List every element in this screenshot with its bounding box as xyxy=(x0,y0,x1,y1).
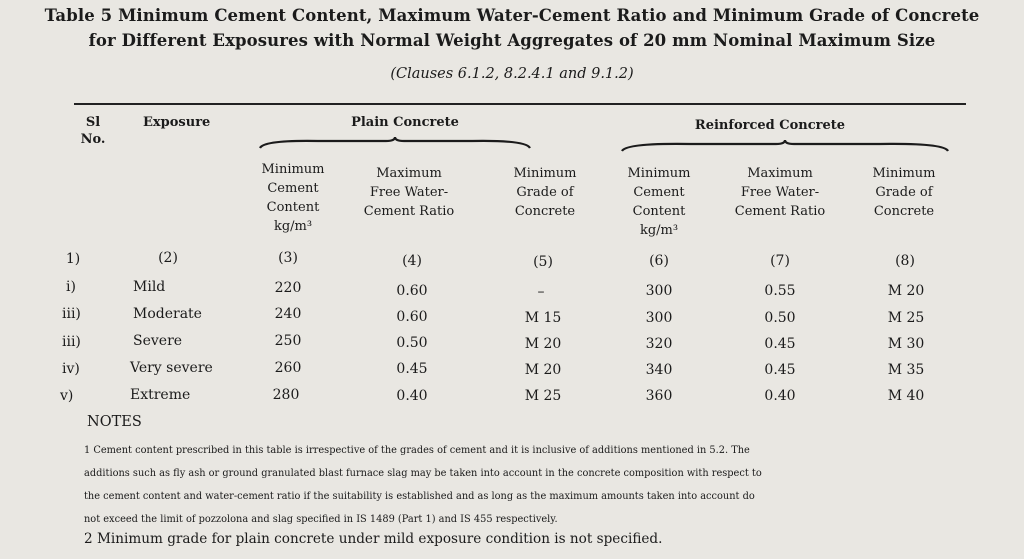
subheader-line: Minimum xyxy=(513,166,577,181)
subheader-line: Free Water- xyxy=(369,185,449,200)
subheader-line: Minimum xyxy=(872,166,936,181)
note-1 xyxy=(84,439,1024,531)
header-sl-no-label: Sl No. xyxy=(80,115,106,147)
cell-plain-grade: M 25 xyxy=(524,388,562,404)
note-2: 2 Minimum grade for plain concrete under mild exposure condition is not specified. xyxy=(84,531,663,547)
cell-rc-wc: 0.40 xyxy=(764,388,796,404)
subheader-line: kg/m³ xyxy=(639,223,679,238)
cell-exposure: Mild xyxy=(133,279,166,295)
cell-rc-grade: M 35 xyxy=(887,362,925,378)
header-exposure: Exposure xyxy=(143,115,211,130)
cell-plain-wc: 0.45 xyxy=(396,361,428,377)
clauses-reference: (Clauses 6.1.2, 8.2.4.1 and 9.1.2) xyxy=(390,66,634,82)
subheader-line: Cement Ratio xyxy=(363,204,455,219)
plain-concrete-brace xyxy=(258,136,532,150)
cell-plain-cement: 260 xyxy=(274,360,302,376)
subheader-plain-min-cement xyxy=(248,160,338,236)
cell-exposure: Moderate xyxy=(133,306,202,322)
cell-sl: iv) xyxy=(62,361,80,377)
cell-plain-cement: 250 xyxy=(274,333,302,349)
col-number: (8) xyxy=(895,253,915,269)
col-number: (5) xyxy=(533,254,553,270)
cell-rc-cement: 300 xyxy=(645,310,673,326)
subheader-line: Content xyxy=(632,204,686,219)
cell-plain-grade: M 20 xyxy=(524,336,562,352)
header-sl-no xyxy=(78,114,108,148)
cell-exposure: Severe xyxy=(133,333,183,349)
table-title-line-1: Table 5 Minimum Cement Content, Maximum Water-Cement Ratio and Minimum Grade of Concrete xyxy=(44,6,980,25)
col-number: (7) xyxy=(770,253,790,269)
col-number: (2) xyxy=(158,250,178,266)
header-reinforced-concrete: Reinforced Concrete xyxy=(694,118,846,133)
subheader-rc-max-wc xyxy=(718,164,842,221)
cell-plain-cement: 240 xyxy=(274,306,302,322)
subheader-line: Content xyxy=(266,200,320,215)
subheader-line: Maximum xyxy=(376,166,442,181)
subheader-line: Maximum xyxy=(747,166,813,181)
table-top-rule xyxy=(74,103,966,105)
cell-rc-grade: M 40 xyxy=(887,388,925,404)
cell-rc-cement: 300 xyxy=(645,283,673,299)
subheader-line: Minimum xyxy=(261,162,325,177)
subheader-line: Cement xyxy=(267,181,319,196)
subheader-plain-max-wc xyxy=(350,164,468,221)
cell-rc-cement: 360 xyxy=(645,388,673,404)
cell-plain-wc: 0.40 xyxy=(396,388,428,404)
cell-sl: i) xyxy=(66,279,76,295)
subheader-rc-min-grade xyxy=(858,164,950,221)
cell-rc-cement: 320 xyxy=(645,336,673,352)
cell-rc-grade: M 30 xyxy=(887,336,925,352)
cell-plain-wc: 0.50 xyxy=(396,335,428,351)
reinforced-concrete-brace xyxy=(620,139,950,153)
cell-rc-cement: 340 xyxy=(645,362,673,378)
cell-sl: v) xyxy=(60,388,74,404)
subheader-line: Concrete xyxy=(514,204,576,219)
subheader-line: Grade of xyxy=(516,185,574,200)
subheader-rc-min-cement xyxy=(614,164,704,240)
cell-sl: iii) xyxy=(62,334,81,350)
cell-sl: iii) xyxy=(62,306,81,322)
cell-plain-cement: 280 xyxy=(272,387,300,403)
col-number: 1) xyxy=(65,251,81,267)
cell-rc-grade: M 25 xyxy=(887,310,925,326)
note-1-line: additions such as fly ash or ground granulated blast furnace slag may be taken into account in the concrete composition with respect to xyxy=(84,468,762,479)
subheader-line: kg/m³ xyxy=(273,219,313,234)
subheader-line: Cement Ratio xyxy=(734,204,826,219)
note-1-line: not exceed the limit of pozzolona and slag specified in IS 1489 (Part 1) and IS 455 respectively. xyxy=(84,514,558,525)
cell-plain-wc: 0.60 xyxy=(396,309,428,325)
col-number: (3) xyxy=(278,250,298,266)
subheader-line: Free Water- xyxy=(740,185,820,200)
notes-heading: NOTES xyxy=(87,414,142,430)
cell-plain-wc: 0.60 xyxy=(396,283,428,299)
subheader-line: Concrete xyxy=(873,204,935,219)
note-1-line: the cement content and water-cement ratio if the suitability is established and as long as the maximum amounts taken into account do xyxy=(84,491,755,502)
cell-rc-grade: M 20 xyxy=(887,283,925,299)
cell-rc-wc: 0.50 xyxy=(764,310,796,326)
subheader-line: Cement xyxy=(633,185,685,200)
note-1-line: 1 Cement content prescribed in this table is irrespective of the grades of cement and it is inclusive of additions mentioned in 5.2. The xyxy=(84,445,750,456)
cell-plain-grade: M 15 xyxy=(524,310,562,326)
cell-exposure: Very severe xyxy=(130,360,213,376)
cell-rc-wc: 0.55 xyxy=(764,283,796,299)
table-title-line-2: for Different Exposures with Normal Weight Aggregates of 20 mm Nominal Maximum Size xyxy=(88,31,936,50)
col-number: (4) xyxy=(402,253,422,269)
cell-plain-grade: M 20 xyxy=(524,362,562,378)
subheader-plain-min-grade xyxy=(500,164,590,221)
subheader-line: Grade of xyxy=(875,185,933,200)
header-plain-concrete: Plain Concrete xyxy=(351,115,459,130)
cell-rc-wc: 0.45 xyxy=(764,336,796,352)
cell-rc-wc: 0.45 xyxy=(764,362,796,378)
cell-plain-grade: – xyxy=(537,284,545,300)
cell-exposure: Extreme xyxy=(130,387,191,403)
col-number: (6) xyxy=(649,253,669,269)
subheader-line: Minimum xyxy=(627,166,691,181)
cell-plain-cement: 220 xyxy=(274,280,302,296)
